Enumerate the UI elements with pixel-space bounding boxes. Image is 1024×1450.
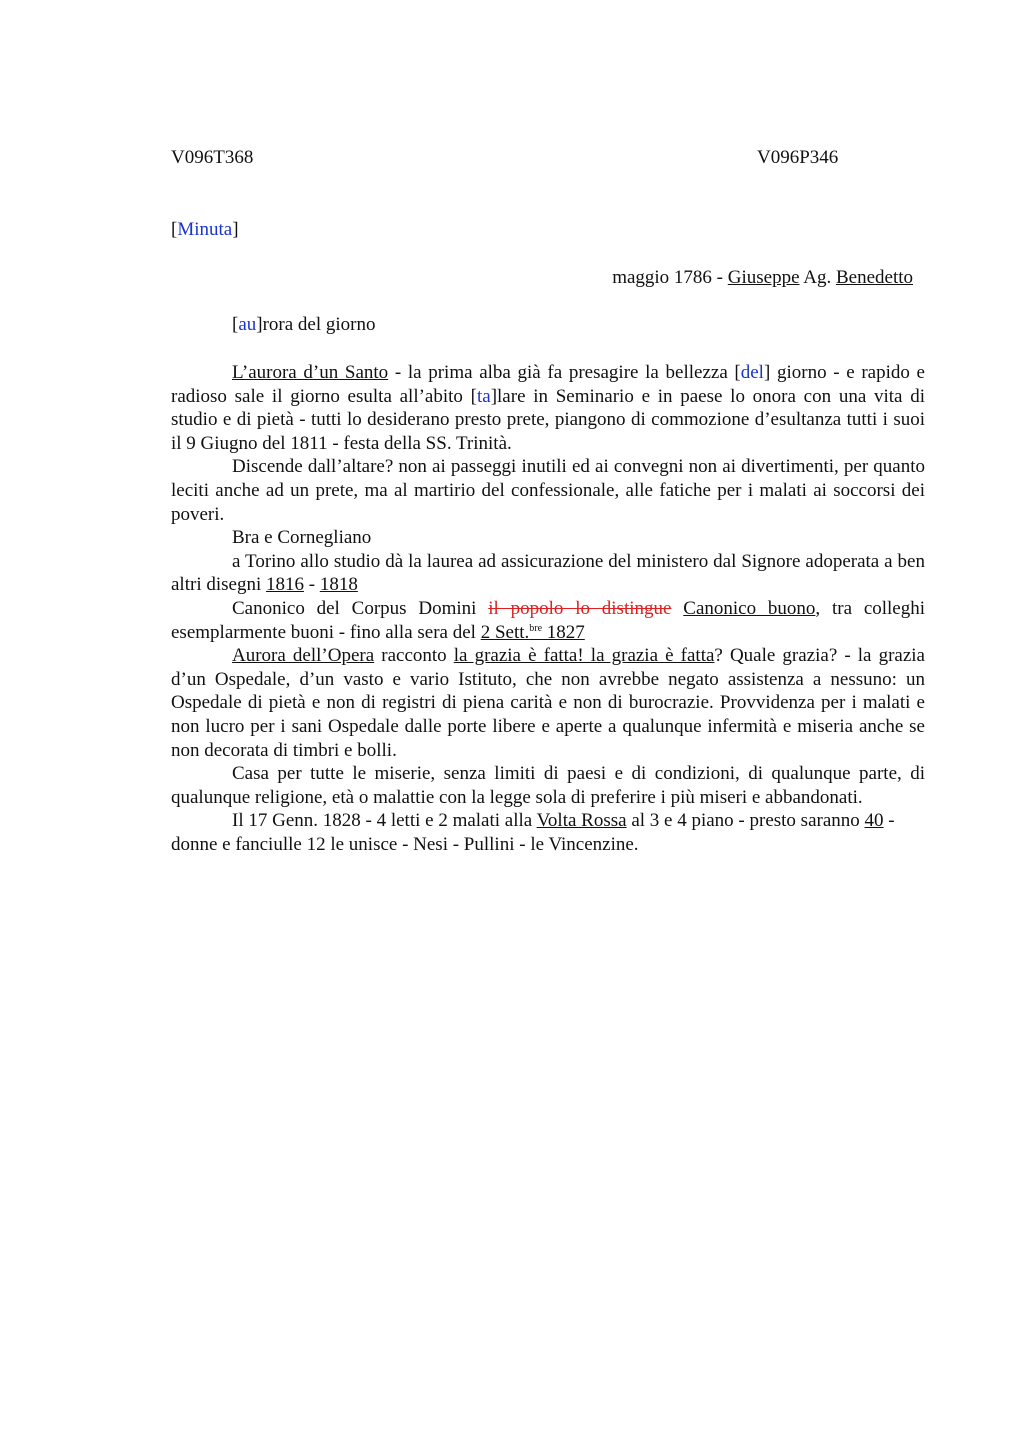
paragraph-1 bbox=[171, 361, 925, 455]
subtitle bbox=[232, 313, 376, 337]
text-run: , tra colleghi esemplarmente buoni - fino alla sera del bbox=[171, 597, 926, 643]
subtitle-rest: ]rora del giorno bbox=[256, 314, 376, 335]
text-run: - bbox=[303, 574, 320, 596]
paragraph-3: Bra e Cornegliano bbox=[232, 527, 372, 549]
document-code-right: V096P346 bbox=[757, 147, 839, 168]
subtitle-insert: au bbox=[238, 314, 257, 335]
bracket-open: [ bbox=[171, 219, 178, 240]
underlined-place: Volta Rossa bbox=[536, 810, 627, 832]
text-run: al 3 e 4 piano - presto saranno bbox=[626, 810, 865, 832]
dateline-prefix: maggio 1786 - bbox=[612, 267, 728, 288]
underlined-phrase: la grazia è fatta! la grazia è fatta bbox=[453, 645, 715, 667]
text-run: Il 17 Genn. 1828 - 4 letti e 2 malati alla bbox=[232, 810, 537, 832]
text-run: - la prima alba già fa presagire la bellezza [ bbox=[388, 362, 741, 383]
paragraph-8 bbox=[171, 809, 925, 856]
underlined-number: 40 bbox=[864, 810, 884, 832]
underlined-phrase: L’aurora d’un Santo bbox=[232, 362, 389, 383]
body-text bbox=[171, 361, 925, 856]
superscript-abbrev: bre bbox=[529, 622, 543, 634]
date-day: 2 Sett. bbox=[480, 621, 530, 643]
minuta-text: Minuta bbox=[177, 219, 233, 240]
underlined-year: 1816 bbox=[265, 574, 304, 596]
text-run: Canonico del Corpus Domini bbox=[232, 597, 489, 619]
underlined-year: 1818 bbox=[319, 574, 358, 596]
paragraph-5 bbox=[171, 597, 925, 644]
underlined-phrase: Aurora dell’Opera bbox=[232, 645, 375, 667]
struck-through-text: il popolo lo distingue bbox=[488, 597, 672, 619]
underlined-date bbox=[481, 622, 585, 643]
text-run: racconto bbox=[374, 645, 454, 667]
text-run: ? Quale grazia? - la grazia d’un Ospedale, d’un vasto e vario Istituto, che non avrebbe negato assistenza a nessuno: un Ospedale di pietà e non di registri di piena carità e non di burocrazie. Provvidenza per i malati e non lucro per i sani Ospedale dalle porte libere e aperte a qualunque infermità e miseria anche se non decorata di timbri e bolli. bbox=[171, 645, 925, 761]
document-code-left: V096T368 bbox=[171, 147, 254, 168]
subtitle-bracket-open: [ bbox=[232, 314, 239, 335]
paragraph-6 bbox=[171, 644, 925, 762]
paragraph-4 bbox=[171, 550, 925, 597]
text-run bbox=[671, 598, 683, 619]
dateline-mid: Ag. bbox=[799, 267, 836, 288]
paragraph-2: Discende dall’altare? non ai passeggi inutili ed ai convegni non ai divertimenti, per quanto leciti anche ad un prete, ma al martirio del confessionale, alle fatiche per i malati ai soccorsi dei poveri. bbox=[171, 456, 925, 525]
dateline-name-benedetto: Benedetto bbox=[835, 267, 913, 288]
dateline-name-giuseppe: Giuseppe bbox=[727, 267, 800, 288]
text-run: - donne e fanciulle 12 le unisce - Nesi - Pullini - le Vincenzine. bbox=[171, 810, 895, 855]
editorial-insert: del bbox=[740, 362, 764, 383]
underlined-phrase: Canonico buono bbox=[683, 597, 816, 619]
minuta-label bbox=[171, 218, 239, 242]
dateline bbox=[612, 266, 913, 290]
date-year: 1827 bbox=[542, 621, 585, 643]
paragraph-7: Casa per tutte le miserie, senza limiti di paesi e di condizioni, di qualunque parte, di qualunque religione, età o malattie con la legge sola di preferire i più miseri e abbandonati. bbox=[171, 763, 925, 808]
text-run: ] giorno - e rapido e radioso sale il giorno esulta all’abito [ bbox=[171, 362, 925, 407]
text-run: a Torino allo studio dà la laurea ad assicurazione del ministero dal Signore adoperata a ben altri disegni bbox=[171, 550, 925, 596]
bracket-close: ] bbox=[232, 219, 239, 240]
text-run: ]lare in Seminario e in paese lo onora con una vita di studio e di pietà - tutti lo desiderano presto prete, piangono di commozione d’esultanza tutti i suoi il 9 Giugno del 1811 - festa della SS. Trinità. bbox=[171, 385, 925, 454]
editorial-insert: ta bbox=[476, 385, 491, 407]
